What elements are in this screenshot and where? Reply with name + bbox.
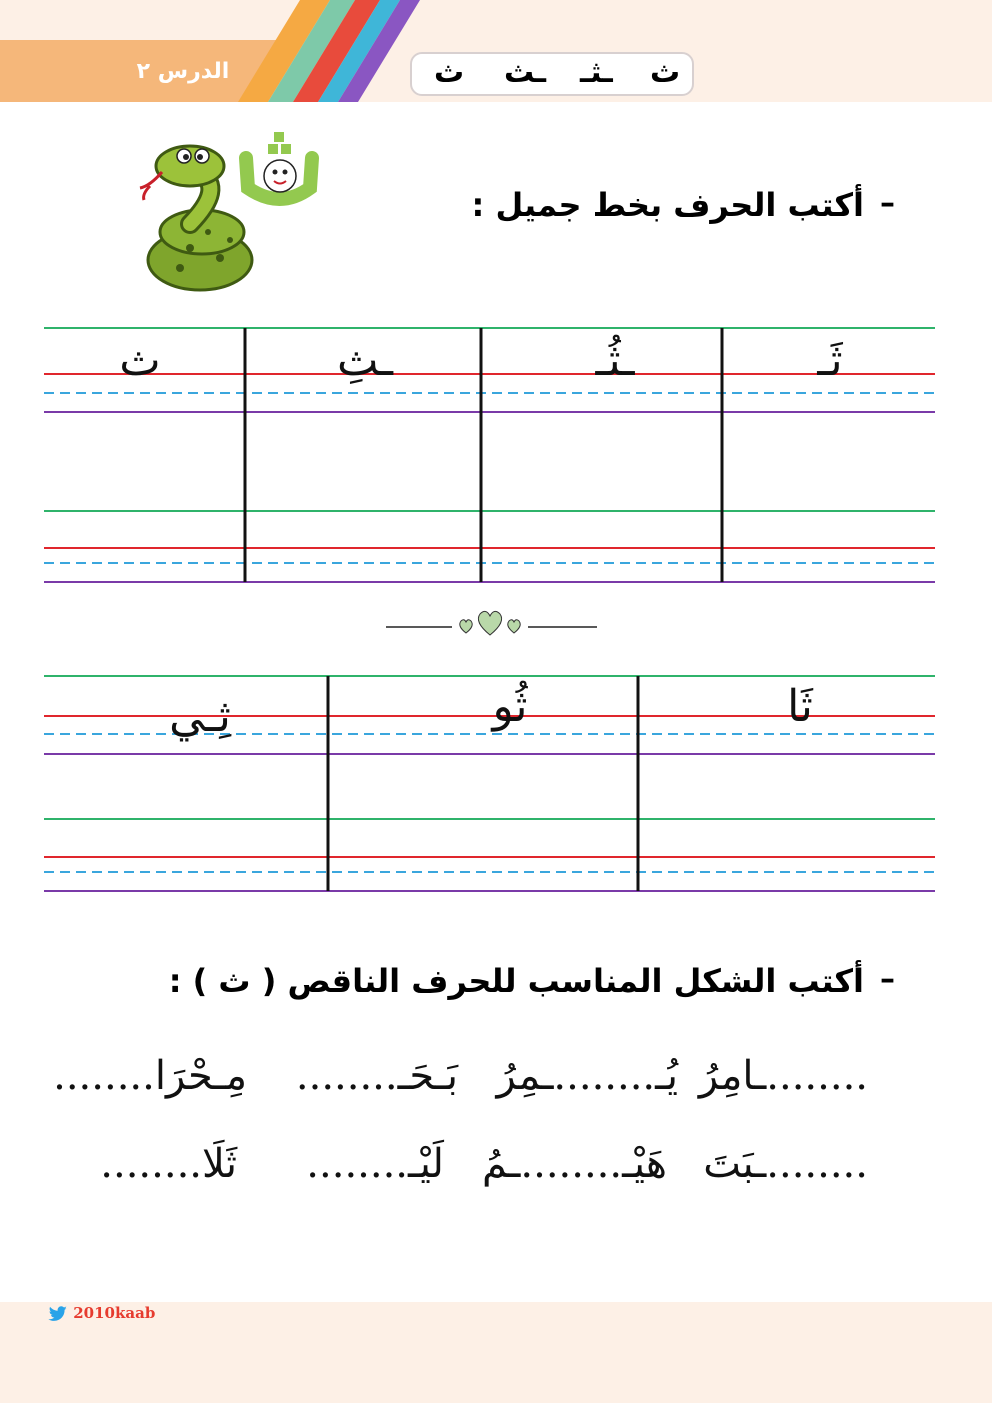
instruction-2-dash: –	[880, 962, 895, 997]
grid2-glyph-tha-ya: ثِـي	[169, 691, 231, 742]
heart-divider	[386, 611, 597, 635]
fill-word-1-3: بَـحَـ........	[295, 1053, 458, 1099]
fill-word-2-3: لَيْـ........	[306, 1141, 444, 1187]
fill-word-1-1: ........ـامِرُ	[698, 1053, 868, 1099]
twitter-bird-icon	[48, 1306, 68, 1322]
instruction-2-text: أكتب الشكل المناسب للحرف الناقص ( ث ) :	[168, 962, 864, 1000]
grid1-glyph-initial: ثَـ	[817, 335, 843, 386]
fill-word-2-2: هَيْـ........ـمُ	[482, 1141, 667, 1187]
fill-word-1-4: مِـحْرَا........	[53, 1053, 247, 1099]
fill-word-2-1: ........ـبَتَ	[703, 1141, 868, 1187]
instruction-1-dash: –	[880, 186, 895, 221]
grid2-glyph-tha-alif: ثَا	[787, 681, 813, 732]
fill-word-1-2: يُـ........ـمِرُ	[496, 1053, 678, 1099]
grid1-glyph-isolated: ث	[119, 335, 161, 386]
grid1-glyph-medial: ـثُـ	[595, 335, 635, 386]
instruction-1-text: أكتب الحرف بخط جميل :	[471, 186, 864, 224]
letter-form-final: ث	[434, 55, 465, 90]
letter-form-medial: ـث	[504, 55, 547, 90]
grid2-glyph-tha-waw: ثُو	[492, 681, 528, 732]
twitter-handle: 2010kaab	[73, 1304, 156, 1322]
fill-word-2-4: ثَلَا........	[100, 1141, 237, 1187]
lesson-number-label: الدرس ٢	[136, 59, 230, 84]
letter-form-isolated: ث	[650, 55, 681, 90]
twitter-credit[interactable]	[48, 1302, 155, 1324]
letter-form-initial: ـثـ	[580, 55, 613, 90]
grid1-glyph-final: ـثِ	[336, 335, 394, 386]
